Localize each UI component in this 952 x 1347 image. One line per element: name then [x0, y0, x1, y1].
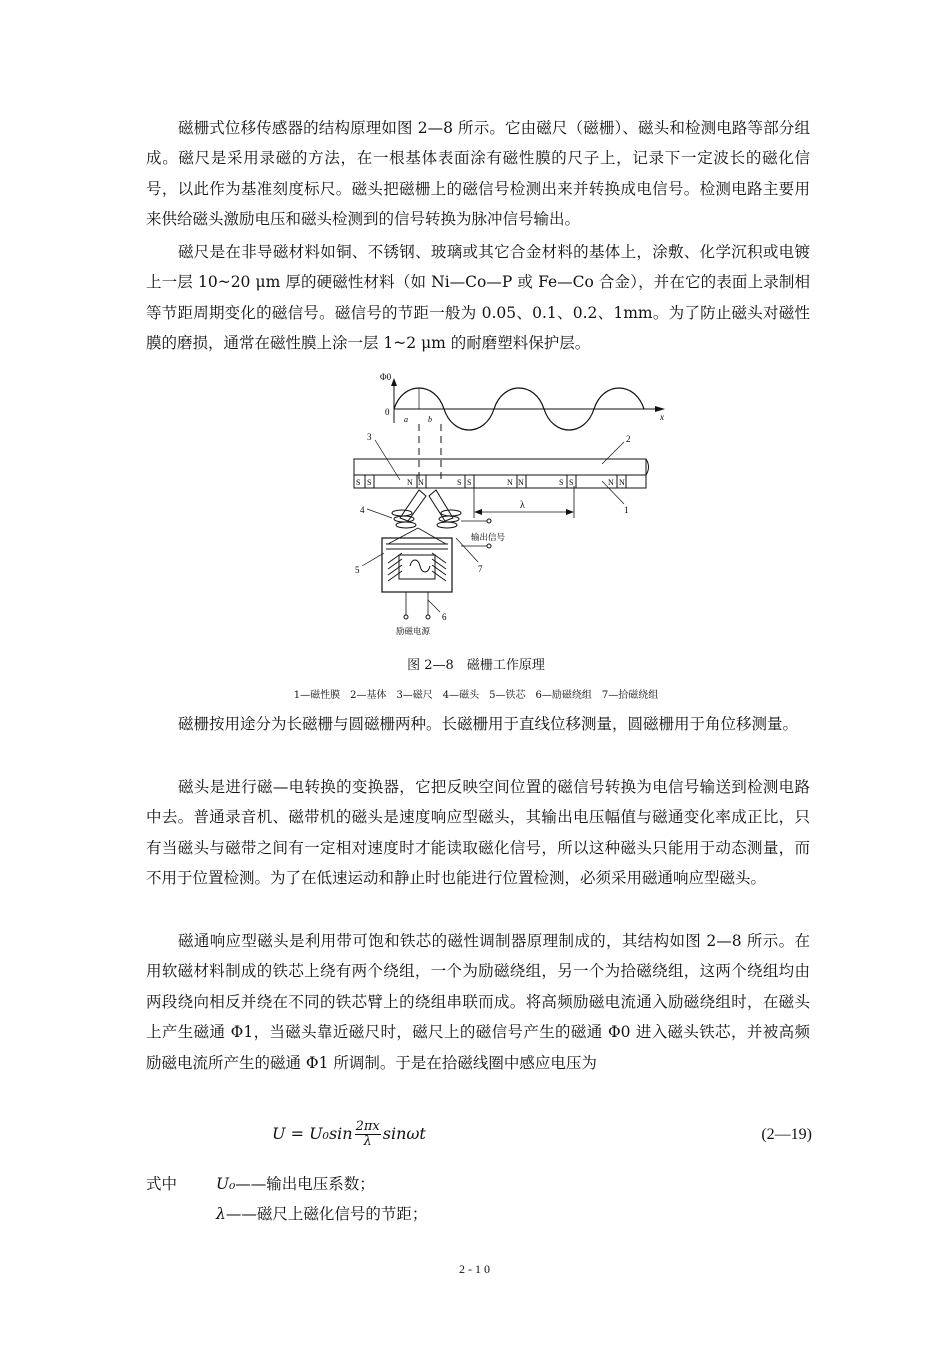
pole-labels — [356, 478, 625, 487]
equation-equals: = — [285, 1124, 310, 1143]
y-arrow — [391, 378, 397, 386]
where-row-2 — [216, 1202, 427, 1224]
lambda-arrow-left — [474, 509, 482, 515]
paragraph-5: 磁通响应型磁头是利用带可饱和铁芯的磁性调制器原理制成的，其结构如图 2—8 所示。在用软磁材料制成的铁芯上绕有两个绕组，一个为励磁绕组，另一个为拾磁绕组，这两个绕组均由两段绕向相反并绕在不同的铁芯臂上的绕组串联而成。将高频励磁电流通入励磁绕组时，在磁头上产生磁通 Φ1，当磁头靠近磁尺时，磁尺上的磁信号产生的磁通 Φ0 进入磁头铁芯，并被高频励磁电流所产生的磁通 Φ1 所调制。于是在拾磁线圈中感应电压为 — [146, 932, 810, 1072]
leader-5 — [362, 553, 384, 566]
iron-core-outer — [382, 538, 452, 592]
equation-amplitude: U₀sin — [309, 1124, 353, 1143]
where-symbol-1: U₀ — [216, 1175, 236, 1193]
equation-lhs: U — [272, 1124, 286, 1143]
where-symbol-2: λ — [216, 1205, 226, 1223]
leader-6 — [428, 600, 440, 612]
paragraph-1: 磁栅式位移传感器的结构原理如图 2—8 所示。它由磁尺（磁栅）、磁头和检测电路等部分组成。磁尺是采用录磁的方法，在一根基体表面涂有磁性膜的尺子上，记录下一定波长的磁化信号，以此作为基准刻度标尺。磁头把磁栅上的磁信号检测出来并转换成电信号。检测电路主要用来供给磁头激励电压和磁头检测到的信号转换为脉冲信号输出。 — [146, 119, 810, 229]
label-6: 6 — [442, 612, 447, 622]
pole-s: S — [367, 478, 372, 487]
lambda-arrow-right — [566, 509, 574, 515]
fraction-denominator: λ — [363, 1134, 372, 1149]
pole-n: N — [407, 478, 413, 487]
leader-4 — [367, 509, 392, 518]
output-signal-label: 输出信号 — [471, 532, 506, 542]
output-terminal-bottom — [487, 544, 491, 548]
equation-fraction — [355, 1120, 381, 1149]
page-number: 2-10 — [459, 1262, 493, 1276]
core-link-right — [418, 528, 446, 544]
equation-2-19 — [272, 1120, 812, 1160]
pole-n: N — [518, 478, 524, 487]
pole-s: S — [457, 478, 462, 487]
segment-a: a — [404, 415, 408, 424]
pole-n: N — [608, 478, 614, 487]
excitation-terminal-right — [426, 615, 430, 619]
pole-n: N — [418, 478, 424, 487]
label-2: 2 — [626, 434, 631, 444]
pole-n: N — [507, 478, 513, 487]
figure-svg — [340, 368, 670, 643]
excitation-winding — [386, 544, 448, 581]
leader-2 — [602, 442, 624, 464]
core-link-left — [388, 528, 418, 544]
axis-x-label: x — [660, 412, 664, 422]
pole-dividers — [365, 475, 626, 488]
pole-s: S — [467, 478, 472, 487]
pole-n: N — [619, 478, 625, 487]
figure-caption: 图 2—8 磁栅工作原理 — [407, 658, 545, 673]
origin-label: 0 — [385, 407, 390, 417]
label-4: 4 — [360, 505, 365, 515]
leader-3 — [375, 440, 400, 480]
label-5: 5 — [355, 565, 360, 575]
where-description-1: ——输出电压系数； — [235, 1175, 375, 1193]
figure-magnetic-grating — [340, 368, 670, 643]
equation-tail: sinωt — [382, 1124, 426, 1143]
segment-b: b — [428, 415, 432, 424]
label-1: 1 — [624, 505, 629, 515]
pole-s: S — [569, 478, 574, 487]
pole-s: S — [559, 478, 564, 487]
paragraph-3: 磁栅按用途分为长磁栅与圆磁栅两种。长磁栅用于直线位移测量，圆磁栅用于角位移测量。 — [178, 715, 799, 733]
paragraph-2: 磁尺是在非导磁材料如铜、不锈钢、玻璃或其它合金材料的基体上，涂敷、化学沉积或电镀上一层 10~20 μm 厚的硬磁性材料（如 Ni—Co—P 或 Fe—Co 合金），并在它的表面上录制相等节距周期变化的磁信号。磁信号的节距一般为 0.05、0.1、0.2、1mm。为了防止磁头对磁性膜的磨损，通常在磁性膜上涂一层 1~2 μm 的耐磨塑料保护层。 — [146, 243, 810, 353]
core-winding-wave — [410, 560, 430, 572]
magnetic-scale-base — [354, 459, 646, 475]
figure-legend: 1—磁性膜 2—基体 3—磁尺 4—磁头 5—铁芯 6—励磁绕组 7—拾磁绕组 — [293, 690, 659, 701]
excitation-source-label: 励磁电源 — [396, 626, 431, 636]
paragraph-4: 磁头是进行磁—电转换的变换器，它把反映空间位置的磁信号转换为电信号输送到检测电路中去。普通录音机、磁带机的磁头是速度响应型磁头，其输出电压幅值与磁通变化率成正比，只有当磁头与磁带之间有一定相对速度时才能读取磁化信号，所以这种磁头只能用于动态测量，而不用于位置检测。为了在低速运动和静止时也能进行位置检测，必须采用磁通响应型磁头。 — [146, 778, 810, 888]
fraction-numerator: 2πx — [355, 1119, 380, 1134]
where-row-1 — [216, 1172, 375, 1194]
lambda-label: λ — [520, 500, 525, 511]
output-terminal-top — [487, 519, 491, 523]
equation-number: (2—19) — [761, 1126, 812, 1143]
excitation-terminal-left — [404, 615, 408, 619]
where-description-2: ——磁尺上磁化信号的节距； — [225, 1205, 428, 1223]
pole-s: S — [356, 478, 361, 487]
axis-y-label: Φ0 — [380, 372, 392, 382]
label-7: 7 — [478, 564, 483, 574]
where-label: 式中 — [146, 1175, 178, 1193]
label-3: 3 — [367, 432, 372, 442]
